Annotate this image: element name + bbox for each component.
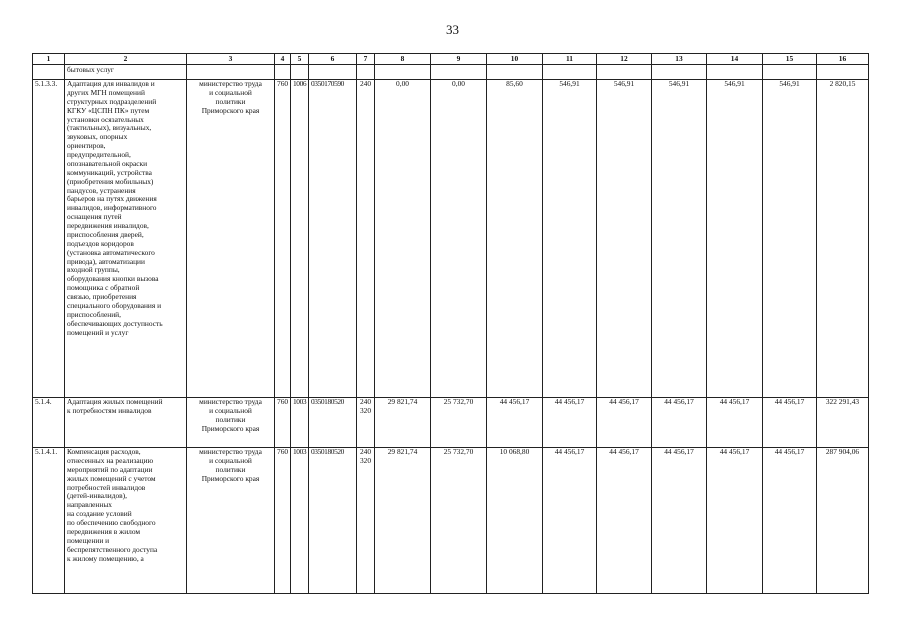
cell-value [652,65,707,80]
cell-name: Адаптация для инвалидов и других МГН помещений структурных подразделений КГКУ «ЦСПН ПК» путем установки осязательных (тактильных), визуальных, звуковых, опорных ориентиров, предупредительной, опознавательной окраски коммуникаций, устройства (приобретения мобильных) пандусов, устранения барьеров на путях движения инвалидов, информативного оснащения путей передвижения инвалидов, приспособления дверей, подъездов коридоров (установка автоматического привода), автоматизации входной группы, оборудования кнопки вызова помощника с обратной связью, приобретения специального оборудования и приспособлений, обеспечивающих доступность помещений и услуг [65,80,187,398]
cell-org: министерство труда и социальной политики Приморского края [187,80,275,398]
cell-c4 [275,65,291,80]
col-header: 11 [543,54,597,65]
header-row [33,54,869,65]
col-header: 12 [597,54,652,65]
page-number: 33 [446,22,459,37]
cell-value: 44 456,17 [652,448,707,594]
cell-value: 29 821,74 [375,398,431,448]
cell-value: 0,00 [375,80,431,398]
cell-value: 546,91 [707,80,763,398]
cell-c6: 0350170590 [309,80,357,398]
cell-value: 29 821,74 [375,448,431,594]
table-row [33,65,869,80]
cell-c5 [291,65,309,80]
cell-value: 546,91 [597,80,652,398]
cell-c5: 1003 [291,398,309,448]
cell-value: 2 820,15 [817,80,869,398]
cell-value: 287 904,06 [817,448,869,594]
cell-c6 [309,65,357,80]
cell-c5: 1006 [291,80,309,398]
table-row [33,398,869,448]
cell-value [487,65,543,80]
cell-c6: 0350180520 [309,448,357,594]
cell-value: 44 456,17 [487,398,543,448]
table-row [33,80,869,398]
cell-value: 44 456,17 [597,398,652,448]
cell-value: 44 456,17 [597,448,652,594]
cell-name: Компенсация расходов, отнесенных на реализацию мероприятий по адаптации жилых помещений с учетом потребностей инвалидов (детей-инвалидов), направленных на создание условий по обеспечению свободного передвижения в жилом помещении и беспрепятственного доступа к жилому помещению, а [65,448,187,594]
col-header: 8 [375,54,431,65]
col-header: 10 [487,54,543,65]
cell-value: 546,91 [763,80,817,398]
cell-value [375,65,431,80]
table-row [33,448,869,594]
cell-c6: 0350180520 [309,398,357,448]
cell-value: 25 732,70 [431,448,487,594]
cell-value: 44 456,17 [707,448,763,594]
cell-value: 44 456,17 [763,448,817,594]
cell-value [431,65,487,80]
col-header: 14 [707,54,763,65]
cell-value: 44 456,17 [707,398,763,448]
cell-org [187,65,275,80]
cell-c7: 240 320 [357,448,375,594]
col-header: 7 [357,54,375,65]
cell-value: 10 068,80 [487,448,543,594]
col-header: 2 [65,54,187,65]
cell-value: 85,60 [487,80,543,398]
cell-c7: 240 320 [357,398,375,448]
cell-c7: 240 [357,80,375,398]
cell-org: министерство труда и социальной политики Приморского края [187,448,275,594]
cell-value [707,65,763,80]
cell-value: 44 456,17 [652,398,707,448]
cell-num [33,65,65,80]
col-header: 4 [275,54,291,65]
cell-value: 322 291,43 [817,398,869,448]
cell-value [543,65,597,80]
cell-c7 [357,65,375,80]
cell-name: бытовых услуг [65,65,187,80]
cell-org: министерство труда и социальной политики Приморского края [187,398,275,448]
cell-c4: 760 [275,448,291,594]
col-header: 6 [309,54,357,65]
cell-name: Адаптация жилых помещений к потребностям инвалидов [65,398,187,448]
col-header: 16 [817,54,869,65]
cell-value: 546,91 [652,80,707,398]
cell-c4: 760 [275,398,291,448]
cell-num: 5.1.4.1. [33,448,65,594]
cell-value: 0,00 [431,80,487,398]
col-header: 5 [291,54,309,65]
cell-c4: 760 [275,80,291,398]
cell-value [763,65,817,80]
cell-value: 44 456,17 [543,398,597,448]
cell-value: 44 456,17 [763,398,817,448]
col-header: 1 [33,54,65,65]
cell-c5: 1003 [291,448,309,594]
cell-num: 5.1.4. [33,398,65,448]
col-header: 15 [763,54,817,65]
col-header: 9 [431,54,487,65]
col-header: 13 [652,54,707,65]
cell-value: 44 456,17 [543,448,597,594]
cell-value [817,65,869,80]
cell-value: 25 732,70 [431,398,487,448]
budget-table [32,53,869,594]
cell-value [597,65,652,80]
col-header: 3 [187,54,275,65]
cell-num: 5.1.3.3. [33,80,65,398]
cell-value: 546,91 [543,80,597,398]
